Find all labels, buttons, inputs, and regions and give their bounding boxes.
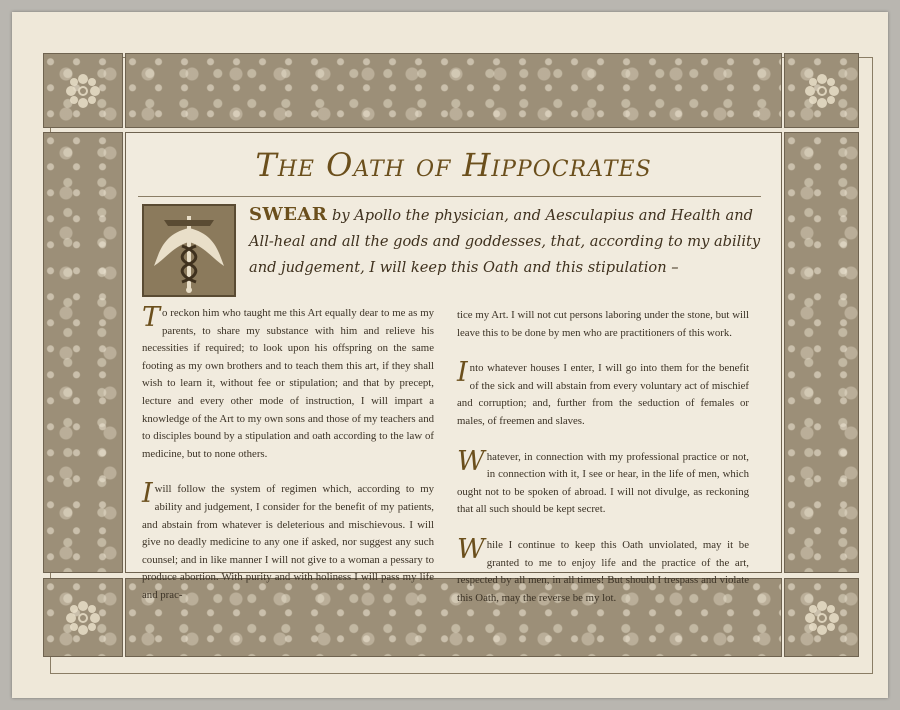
paragraph-text: tice my Art. I will not cut persons laboring under the stone, but will leave this to be done by men who are practitioners of this work.	[457, 309, 749, 339]
border-band-right	[784, 132, 859, 573]
oath-paragraph	[457, 357, 749, 430]
oath-intro	[249, 202, 764, 281]
drop-cap: I	[142, 478, 153, 510]
drop-cap: W	[457, 533, 485, 565]
rosette-icon	[802, 598, 842, 638]
parchment-certificate	[12, 12, 888, 698]
page-title: The Oath of Hippocrates	[255, 146, 652, 184]
drop-cap: W	[457, 445, 485, 477]
corner-ornament-bottom-left	[43, 578, 123, 657]
corner-ornament-top-left	[43, 53, 123, 128]
paragraph-text: hatever, in connection with my professional practice or not, in connection with it, I see or hear, in the life of men, which ought not to be spoken of abroad. I will not divulge, as reckoning that all such should be kept secret.	[457, 450, 749, 516]
intro-text: by Apollo the physician, and Aesculapius and Health and All-heal and all the gods and goddesses, that, according to my ability and judgement, I will keep this Oath and this stipulation –	[249, 207, 761, 276]
paragraph-text: o reckon him who taught me this Art equally dear to me as my parents, to share my substance with him and relieve his necessities if required; to look upon his offspring on the same footing as my own brothers and to teach them this art, if they shall wish to learn it, without fee or stipulation; and that by precept, lecture and every other mode of instruction, I will impart a knowledge of the Art to my own sons and those of my teachers and to disciples bound by a stipulation and oath according to the law of medicine, but to none others.	[142, 307, 434, 460]
oath-text-panel	[125, 132, 782, 604]
corner-ornament-top-right	[784, 53, 859, 128]
rosette-icon	[63, 71, 103, 111]
paragraph-text: will follow the system of regimen which, according to my ability and judgement, I consider for the benefit of my patients, and abstain from whatever is deleterious and mischievous. I will give no deadly medicine to any one if asked, nor suggest any such counsel; and in like manner I will not give to a woman a pessary to produce abortion. With purity and with holiness I will pass my life and prac-	[142, 483, 434, 601]
drop-cap: T	[142, 302, 161, 333]
caduceus-icon	[144, 206, 234, 295]
oath-paragraph	[457, 533, 749, 607]
oath-paragraph	[142, 302, 434, 463]
oath-paragraph	[457, 307, 749, 342]
oath-column-right	[457, 307, 749, 625]
border-band-top	[125, 53, 782, 128]
intro-lead-word: SWEAR	[249, 204, 328, 225]
oath-paragraph	[142, 478, 434, 604]
oath-paragraph	[457, 445, 749, 519]
title-divider	[138, 196, 761, 197]
rosette-icon	[802, 71, 842, 111]
border-band-left	[43, 132, 123, 573]
paragraph-text: hile I continue to keep this Oath unviolated, may it be granted to me to enjoy life and the practice of the art, respected by all men, in all times! But should I trespass and violate this Oath, may the reverse be my lot.	[457, 538, 749, 604]
drop-cap: I	[457, 357, 468, 389]
rosette-icon	[63, 598, 103, 638]
illuminated-initial	[142, 204, 236, 297]
corner-ornament-bottom-right	[784, 578, 859, 657]
oath-column-left	[142, 302, 434, 623]
paragraph-text: nto whatever houses I enter, I will go into them for the benefit of the sick and will abstain from every voluntary act of mischief and corruption; and, further from the seduction of females or males, of freemen and slaves.	[457, 362, 749, 427]
